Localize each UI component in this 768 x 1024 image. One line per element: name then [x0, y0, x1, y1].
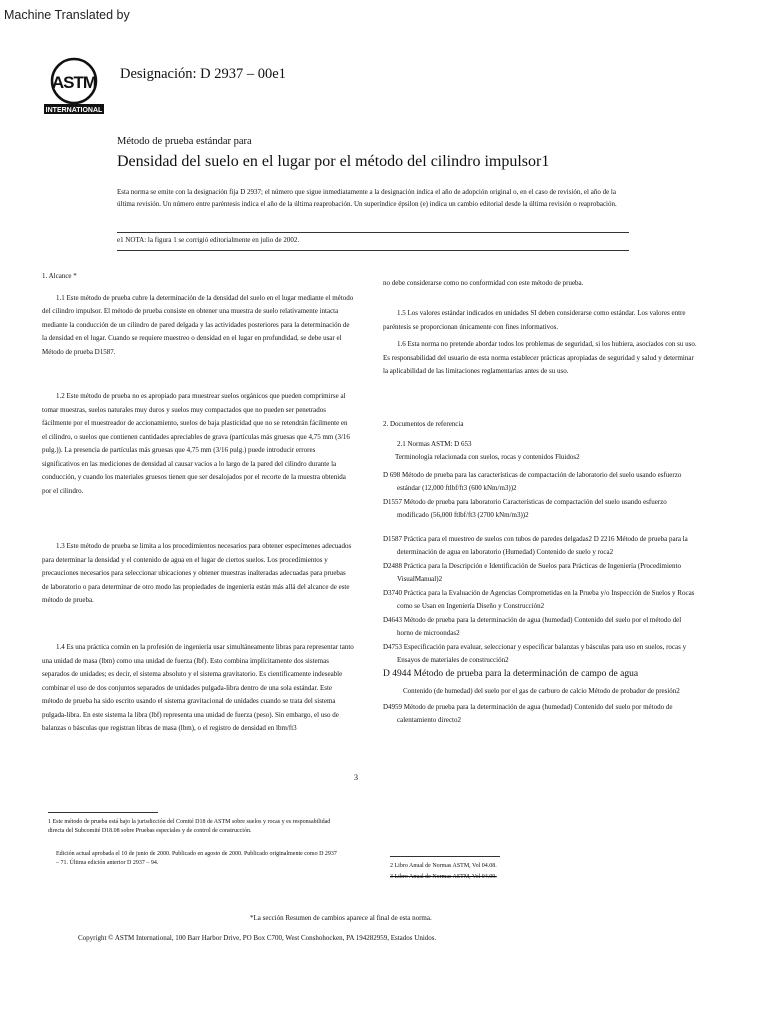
- reference-d1557: D1557 Método de prueba para laboratorio Características de compactación del suelo usando esfuerzo modificado (56,000 ftlbf/ft3 (2700 kNm/m3))2: [383, 497, 667, 519]
- paragraph-1-5: 1.5 Los valores estándar indicados en unidades SI deben considerarse como estándar. Los valores entre paréntesis se proporcionan únicamente con fines informativos.: [383, 309, 686, 331]
- document-subtitle: Método de prueba estándar para: [117, 136, 252, 147]
- intro-paragraph: Esta norma se emite con la designación fija D 2937; el número que sigue inmediatamente a la designación indica el año de adopción original o, en el caso de revisión, el año de la última revisión. Un número entre paréntesis indica el año de la última reaprobación. Un superíndice épsilon (e) indica un cambio editorial desde la última revisión o reaprobación.: [117, 188, 617, 208]
- document-title: Densidad del suelo en el lugar por el método del cilindro impulsor1: [117, 153, 550, 170]
- paragraph-1-4-continued: no debe considerarse como no conformidad con este método de prueba.: [383, 279, 584, 287]
- section-heading: 2. Documentos de referencia: [383, 420, 464, 428]
- paragraph-1-6: 1.6 Esta norma no pretende abordar todos los problemas de seguridad, si los hubiera, asociados con su uso. Es responsabilidad del usuario de esta norma establecer prácticas apropiadas de seguridad y salud y determinar la aplicabilidad de las limitaciones reglamentarias antes de su uso.: [383, 340, 697, 375]
- reference-d4959: D4959 Método de prueba para la determinación de agua (humedad) Contenido del suelo por método de calentamiento directo2: [383, 702, 673, 724]
- reference-d3740: D3740 Práctica para la Evaluación de Agencias Comprometidas en la Prueba y/o Inspección de Suelos y Rocas como se Usan en Ingeniería Diseño y Construcción2: [383, 588, 695, 610]
- left-column-p14: [42, 641, 354, 736]
- page-number: 3: [354, 773, 358, 782]
- divider: [117, 232, 629, 233]
- references-section: [383, 418, 697, 728]
- reference-d1587: D1587 Práctica para el muestreo de suelos con tubos de paredes delgadas2 D 2216 Método de prueba para la determinación de agua en laboratorio (Humedad) Contenido de suelo y roca2: [383, 534, 688, 556]
- left-column-p12: [42, 390, 354, 498]
- editorial-note: e1 NOTA: la figura 1 se corrigió editorialmente en julio de 2002.: [117, 236, 300, 244]
- footnote-1-edition: Edición actual aprobada el 10 de junio de 2000. Publicado en agosto de 2000. Publicado originalmente como D 2937 – 71. Última edición anterior D 2937 – 94.: [56, 851, 337, 866]
- paragraph-1-2: 1.2 Este método de prueba no es apropiado para muestrear suelos orgánicos que pueden comprimirse al tomar muestras, suelos naturales muy duros y suelos muy compactados que no pueden ser penetrados fácilmente por el muestreador de accionamiento, suelos de baja plasticidad que no se retendrán fácilmente en el cilindro, o suelos que contienen cantidades apreciables de grava (partículas más gruesas que 4,75 mm (3/16 pulg.)). La presencia de partículas más gruesas que 4,75 mm (3/16 pulg.) puede introducir errores significativos en las mediciones de densidad al causar vacíos a lo largo de la pared del cilindro durante la conducción, y cuando los materiales gruesos tienen que ser desalojados por el recorte de la muestra obtenida por el cilindro.: [42, 392, 350, 495]
- left-column: [42, 270, 354, 359]
- copyright: Copyright © ASTM International, 100 Barr Harbor Drive, PO Box C700, West Conshohocken, PA 194282959, Estados Unidos.: [78, 934, 437, 942]
- reference-d4944-detail: Contenido (de humedad) del suelo por el gas de carburo de calcio Método de probador de presión2: [403, 687, 680, 695]
- paragraph-1-4: 1.4 Es una práctica común en la profesión de ingeniería usar simultáneamente libras para representar tanto una unidad de masa (lbm) como una unidad de fuerza (lbf). Esto combina implícitamente dos sistemas separados de unidades; es decir, el sistema absoluto y el sistema gravitatorio. Es científicamente indeseable combinar el uso de dos conjuntos separados de unidades pulgada-libra dentro de una sola estándar. Este método de prueba ha sido escrito usando el sistema gravitacional de unidades cuando se trata del sistema pulgada-libra. En este sistema la libra (lbf) representa una unidad de fuerza (peso). Sin embargo, el uso de balanzas o básculas que registran libras de masa (lbm), o el registro de densidad en lbm/ft3: [42, 643, 354, 732]
- reference-terminology: Terminología relacionada con suelos, rocas y contenidos Fluidos2: [395, 453, 580, 461]
- astm-logo: [42, 55, 106, 117]
- reference-d4643: D4643 Método de prueba para la determinación de agua (humedad) Contenido del suelo por el método del horno de microondas2: [383, 615, 682, 637]
- svg-text:INTERNATIONAL: INTERNATIONAL: [45, 107, 103, 114]
- right-column-p15: [383, 307, 697, 334]
- right-column-p16: [383, 338, 697, 379]
- reference-d4753: D4753 Especificación para evaluar, seleccionar y especificar balanzas y básculas para uso en suelos, rocas y Ensayos de materiales de construcción2: [383, 642, 687, 664]
- machine-translated-label: Machine Translated by: [4, 8, 130, 22]
- divider: [117, 250, 629, 251]
- paragraph-1-3: 1.3 Este método de prueba se limita a los procedimientos necesarios para obtener especímenes adecuados para determinar la densidad y el contenido de agua en el lugar de ciertos suelos. Los procedimientos y precauciones necesarios para seleccionar ubicaciones y obtener muestras inalteradas adecuadas para pruebas de laboratorio o para determinar de otro modo las propiedades de ingeniería están más allá del alcance de este método de prueba.: [42, 542, 352, 604]
- footnote-divider: [390, 856, 500, 857]
- svg-text:ASTM: ASTM: [51, 73, 97, 92]
- reference-d2488: D2488 Práctica para la Descripción e Identificación de Suelos para Prácticas de Ingeniería (Procedimiento VisualManual)2: [383, 561, 681, 583]
- footnote-3: 3 Libro Anual de Normas ASTM, Vol 04.09.: [390, 874, 497, 880]
- right-column: [383, 277, 697, 291]
- paragraph-1-1: 1.1 Este método de prueba cubre la determinación de la densidad del suelo en el lugar mediante el método del cilindro impulsor. El método de prueba consiste en obtener una muestra de suelo relativamente intacta mediante la conducción de un cilindro de pared delgada y las actividades posteriores para la determinación de la densidad en el lugar. Cuando se requiere muestreo o densidad en el lugar en profundidad, se debe usar el Método de prueba D1587.: [42, 293, 354, 356]
- left-column-p13: [42, 540, 354, 608]
- section-heading: 1. Alcance *: [42, 272, 77, 280]
- designation: Designación: D 2937 – 00e1: [120, 66, 286, 82]
- reference-d698: D 698 Método de prueba para las características de compactación de laboratorio del suelo usando esfuerzo estándar (12,000 ftlbf/ft3 (600 kNm/m3))2: [383, 470, 682, 492]
- summary-note: *La sección Resumen de cambios aparece al final de esta norma.: [250, 914, 432, 922]
- reference-d4944: D 4944 Método de prueba para la determinación de campo de agua: [383, 668, 639, 679]
- footnote-2: 2 Libro Anual de Normas ASTM, Vol 04.08.: [390, 863, 497, 869]
- footnote-divider: [48, 812, 158, 813]
- footnote-1: 1 Este método de prueba está bajo la jurisdicción del Comité D18 de ASTM sobre suelos y rocas y es responsabilidad directa del Subcomité D18.08 sobre Pruebas especiales y de control de construcción.: [48, 819, 331, 834]
- paragraph-2-1: 2.1 Normas ASTM: D 653: [397, 439, 472, 448]
